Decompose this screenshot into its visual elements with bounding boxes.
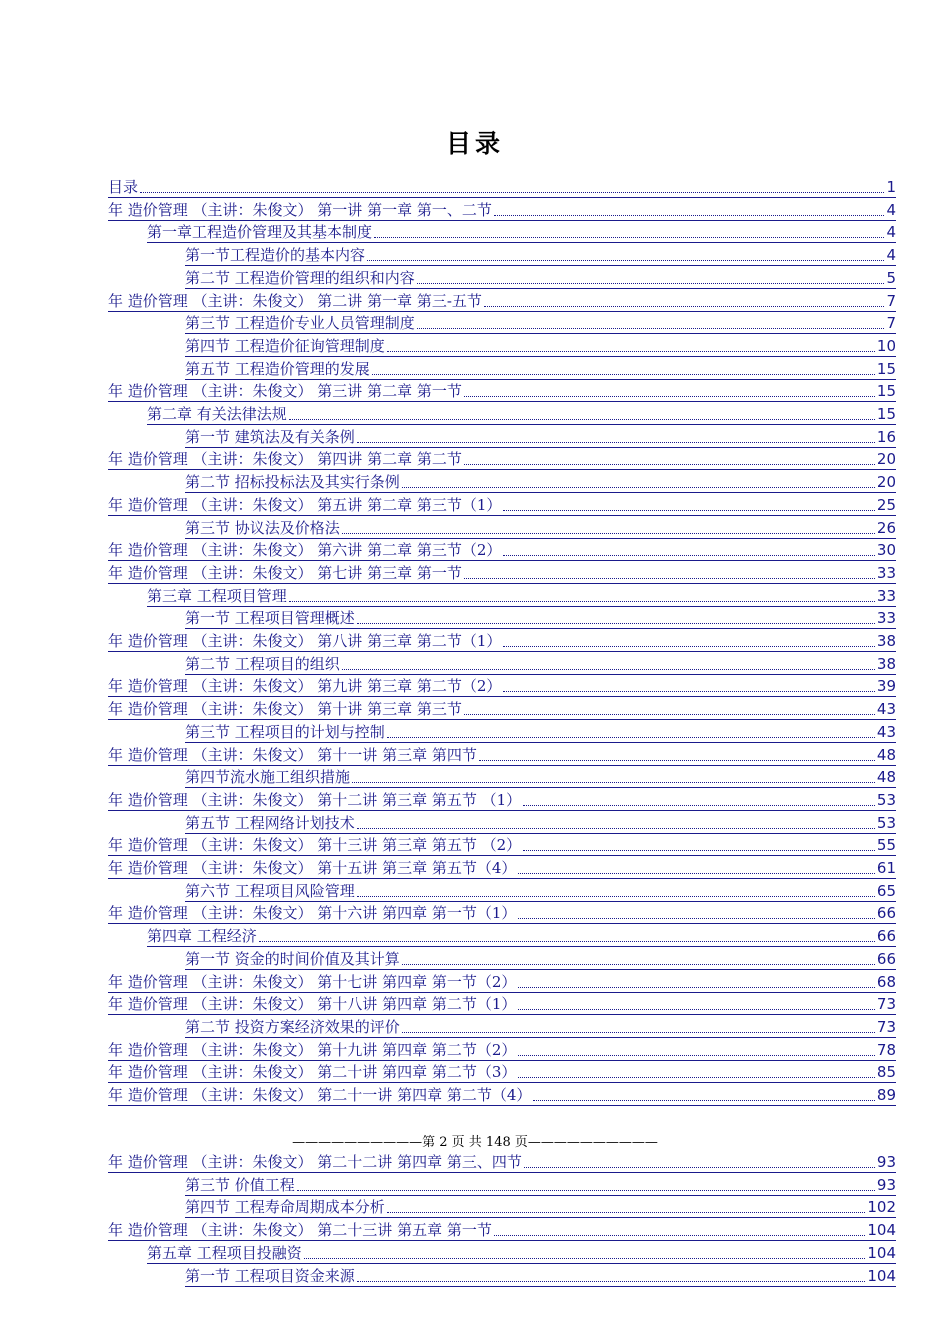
toc-leader-dots (503, 645, 875, 647)
toc-entry[interactable] (147, 1242, 896, 1264)
toc-leader-dots (494, 1234, 866, 1236)
toc-entry[interactable] (147, 585, 896, 607)
toc-page-number: 4 (886, 246, 896, 265)
toc-entry-text: 年 造价管理 （主讲：朱俊文） 第十七讲 第四章 第一节（2） (108, 972, 517, 991)
toc-entry-text: 年 造价管理 （主讲：朱俊文） 第七讲 第三章 第一节 (108, 563, 462, 582)
toc-leader-dots (402, 486, 875, 488)
toc-entry-text: 第四节流水施工组织措施 (185, 768, 351, 787)
toc-entry[interactable] (108, 993, 896, 1015)
toc-entry[interactable] (147, 925, 896, 947)
toc-entry-text: 年 造价管理 （主讲：朱俊文） 第十讲 第三章 第三节 (108, 700, 462, 719)
toc-page-number: 20 (876, 473, 896, 492)
toc-entry[interactable] (108, 176, 896, 198)
toc-entry[interactable] (185, 471, 896, 493)
toc-leader-dots (464, 463, 875, 465)
toc-entry-text: 年 造价管理 （主讲：朱俊文） 第一讲 第一章 第一、二节 (108, 200, 492, 219)
toc-leader-dots (479, 759, 875, 761)
toc-entry-text: 第六节 工程项目风险管理 (185, 881, 355, 900)
toc-leader-dots (374, 236, 884, 238)
toc-page-number: 102 (867, 1198, 896, 1217)
toc-entry-text: 第三节 工程项目的计划与控制 (185, 722, 385, 741)
toc-leader-dots (402, 963, 875, 965)
toc-page-number: 26 (876, 518, 896, 537)
toc-leader-dots (357, 1280, 866, 1282)
toc-leader-dots (357, 441, 875, 443)
toc-page-number: 104 (867, 1266, 896, 1285)
toc-leader-dots (518, 872, 875, 874)
toc-leader-dots (464, 577, 875, 579)
toc-entry[interactable] (108, 1039, 896, 1061)
toc-page-number: 33 (876, 563, 896, 582)
toc-entry-text: 第一节工程造价的基本内容 (185, 246, 366, 265)
toc-entry-text: 年 造价管理 （主讲：朱俊文） 第九讲 第三章 第二节（2） (108, 677, 502, 696)
toc-entry-text: 年 造价管理 （主讲：朱俊文） 第二十二讲 第四章 第三、四节 (108, 1153, 522, 1171)
toc-title: 目录 (445, 129, 504, 158)
toc-leader-dots (484, 305, 885, 307)
toc-page-number: 15 (876, 405, 896, 423)
toc-page-number: 104 (867, 1221, 896, 1240)
toc-entry-text: 年 造价管理 （主讲：朱俊文） 第五讲 第二章 第三节（1） (108, 495, 502, 514)
toc-entry[interactable] (185, 766, 896, 788)
toc-entry-text: 年 造价管理 （主讲：朱俊文） 第十六讲 第四章 第一节（1） (108, 904, 517, 923)
toc-entry[interactable] (108, 290, 896, 312)
toc-page-number: 43 (876, 700, 896, 719)
toc-page-number: 93 (876, 1175, 896, 1194)
toc-entry-text: 第三章 工程项目管理 (147, 586, 287, 605)
toc-entry[interactable] (185, 426, 896, 448)
toc-entry[interactable] (185, 1016, 896, 1038)
toc-leader-dots (342, 668, 875, 670)
toc-entry[interactable] (108, 1084, 896, 1106)
toc-entry[interactable] (108, 448, 896, 470)
toc-leader-dots (352, 781, 875, 783)
toc-leader-dots (417, 282, 885, 284)
toc-leader-dots (289, 418, 875, 420)
toc-page-number: 39 (876, 677, 896, 696)
toc-leader-dots (402, 1031, 875, 1033)
toc-entry-text: 第二节 招标投标法及其实行条例 (185, 473, 400, 492)
toc-leader-dots (518, 1054, 875, 1056)
toc-entry-text: 第五章 工程项目投融资 (147, 1243, 302, 1262)
toc-leader-dots (524, 1166, 875, 1168)
toc-entry-text: 年 造价管理 （主讲：朱俊文） 第三讲 第二章 第一节 (108, 382, 462, 401)
toc-leader-dots (372, 373, 875, 375)
toc-page-number: 48 (876, 745, 896, 764)
toc-entry[interactable] (108, 539, 896, 561)
toc-entry[interactable] (185, 948, 896, 970)
toc-entry[interactable] (185, 244, 896, 266)
toc-page-number: 16 (876, 427, 896, 446)
toc-page-number: 7 (886, 314, 896, 333)
toc-entry-text: 第一节 资金的时间价值及其计算 (185, 949, 400, 968)
toc-entry[interactable] (147, 221, 896, 243)
toc-leader-dots (387, 1211, 866, 1213)
toc-leader-dots (417, 327, 885, 329)
toc-entry-text: 第二节 投资方案经济效果的评价 (185, 1017, 400, 1036)
toc-leader-dots (523, 804, 875, 806)
toc-entry-text: 第一章工程造价管理及其基本制度 (147, 223, 373, 242)
toc-entry[interactable] (185, 1196, 896, 1218)
toc-entry[interactable] (185, 267, 896, 289)
toc-entry-text: 第三节 工程造价专业人员管理制度 (185, 314, 415, 333)
toc-leader-dots (297, 1189, 875, 1191)
toc-leader-dots (503, 690, 875, 692)
toc-entry[interactable] (185, 721, 896, 743)
toc-page-number: 66 (876, 949, 896, 968)
toc-entry[interactable] (108, 199, 896, 221)
toc-leader-dots (357, 622, 875, 624)
toc-entry-text: 第一节 工程项目资金来源 (185, 1266, 355, 1285)
toc-entry[interactable] (185, 312, 896, 334)
toc-entry-text: 第二章 有关法律法规 (147, 405, 287, 423)
toc-page-number: 5 (886, 268, 896, 287)
toc-page-number: 66 (876, 927, 896, 946)
toc-entry[interactable] (108, 1151, 896, 1173)
toc-entry-text: 目录 (108, 178, 139, 196)
toc-entry[interactable] (185, 335, 896, 357)
toc-entry-text: 年 造价管理 （主讲：朱俊文） 第十五讲 第三章 第五节（4） (108, 859, 517, 877)
toc-entry-text: 第四节 工程造价征询管理制度 (185, 336, 385, 355)
toc-leader-dots (304, 1257, 866, 1259)
toc-page-number: 20 (876, 450, 896, 469)
toc-page-number: 53 (876, 790, 896, 809)
toc-entry[interactable] (185, 653, 896, 675)
toc-page-number: 4 (886, 200, 896, 219)
toc-entry[interactable] (185, 880, 896, 902)
toc-entry-text: 第五节 工程造价管理的发展 (185, 359, 370, 378)
toc-page-number: 48 (876, 768, 896, 787)
toc-entry-text: 年 造价管理 （主讲：朱俊文） 第十一讲 第三章 第四节 (108, 745, 477, 764)
toc-page-number: 30 (876, 541, 896, 560)
toc-page-number: 1 (886, 178, 896, 196)
toc-entry[interactable] (108, 494, 896, 516)
toc-page-number: 15 (876, 359, 896, 378)
toc-entry[interactable] (147, 403, 896, 425)
toc-page-number: 33 (876, 586, 896, 605)
toc-leader-dots (464, 713, 875, 715)
toc-page-number: 38 (876, 632, 896, 650)
toc-entry[interactable] (108, 834, 896, 856)
toc-entry[interactable] (185, 358, 896, 380)
toc-leader-dots (342, 532, 875, 534)
toc-entry-text: 第二节 工程造价管理的组织和内容 (185, 268, 415, 287)
toc-entry-text: 第三节 协议法及价格法 (185, 518, 340, 537)
toc-entry[interactable] (108, 630, 896, 652)
toc-entry[interactable] (108, 902, 896, 924)
toc-entry[interactable] (108, 857, 896, 879)
toc-page-number: 85 (876, 1063, 896, 1082)
toc-page-number: 68 (876, 972, 896, 991)
toc-entry[interactable] (185, 812, 896, 834)
toc-leader-dots (140, 191, 884, 193)
toc-page-number: 33 (876, 609, 896, 628)
toc-entry[interactable] (185, 1174, 896, 1196)
toc-entry[interactable] (108, 675, 896, 697)
toc-page-number: 65 (876, 881, 896, 900)
toc-page-number: 104 (867, 1243, 896, 1262)
toc-page-number: 73 (876, 1017, 896, 1036)
toc-entry-text: 年 造价管理 （主讲：朱俊文） 第二十一讲 第四章 第二节（4） (108, 1086, 532, 1104)
toc-entry[interactable] (108, 789, 896, 811)
toc-leader-dots (494, 214, 885, 216)
toc-entry-text: 年 造价管理 （主讲：朱俊文） 第十九讲 第四章 第二节（2） (108, 1040, 517, 1059)
toc-page-number: 38 (876, 654, 896, 673)
toc-leader-dots (367, 259, 884, 261)
toc-entry-text: 第三节 价值工程 (185, 1175, 295, 1194)
toc-page-number: 7 (886, 291, 896, 310)
page-footer: ——————————第 2 页 共 148 页—————————— (292, 1135, 658, 1150)
toc-page-number: 78 (876, 1040, 896, 1059)
toc-entry[interactable] (185, 517, 896, 539)
toc-entry-text: 年 造价管理 （主讲：朱俊文） 第六讲 第二章 第三节（2） (108, 541, 502, 560)
toc-entry-text: 第一节 建筑法及有关条例 (185, 427, 355, 446)
toc-page-number: 15 (876, 382, 896, 401)
toc-entry-text: 年 造价管理 （主讲：朱俊文） 第四讲 第二章 第二节 (108, 450, 462, 469)
toc-entry-text: 年 造价管理 （主讲：朱俊文） 第二讲 第一章 第三-五节 (108, 291, 482, 310)
toc-page-number: 25 (876, 495, 896, 514)
toc-page-number: 61 (876, 859, 896, 877)
toc-page-number: 73 (876, 995, 896, 1014)
toc-leader-dots (518, 1008, 875, 1010)
toc-entry[interactable] (108, 562, 896, 584)
toc-entry-text: 年 造价管理 （主讲：朱俊文） 第十二讲 第三章 第五节 （1） (108, 790, 522, 809)
toc-page-number: 89 (876, 1086, 896, 1104)
toc-leader-dots (503, 554, 875, 556)
toc-entry-text: 年 造价管理 （主讲：朱俊文） 第十三讲 第三章 第五节 （2） (108, 836, 522, 855)
toc-entry[interactable] (108, 971, 896, 993)
toc-entry-text: 年 造价管理 （主讲：朱俊文） 第二十三讲 第五章 第一节 (108, 1221, 492, 1240)
toc-leader-dots (533, 1099, 875, 1101)
toc-leader-dots (387, 736, 875, 738)
toc-page-number: 53 (876, 813, 896, 832)
toc-entry[interactable] (185, 1265, 896, 1287)
toc-leader-dots (259, 940, 875, 942)
toc-entry[interactable] (108, 1061, 896, 1083)
toc-leader-dots (357, 895, 875, 897)
toc-leader-dots (518, 917, 875, 919)
toc-leader-dots (523, 849, 875, 851)
toc-leader-dots (357, 827, 875, 829)
toc-entry-text: 第五节 工程网络计划技术 (185, 813, 355, 832)
toc-entry-text: 第一节 工程项目管理概述 (185, 609, 355, 628)
toc-leader-dots (387, 350, 875, 352)
toc-entry-text: 第四章 工程经济 (147, 927, 257, 946)
toc-entry[interactable] (108, 744, 896, 766)
toc-leader-dots (503, 509, 875, 511)
toc-entry[interactable] (108, 1219, 896, 1241)
toc-entry-text: 年 造价管理 （主讲：朱俊文） 第八讲 第三章 第二节（1） (108, 632, 502, 650)
toc-entry-text: 第四节 工程寿命周期成本分析 (185, 1198, 385, 1217)
toc-entry[interactable] (108, 698, 896, 720)
toc-page-number: 55 (876, 836, 896, 855)
toc-page-number: 93 (876, 1153, 896, 1171)
toc-page-number: 43 (876, 722, 896, 741)
toc-leader-dots (289, 600, 875, 602)
toc-page-number: 10 (876, 336, 896, 355)
toc-page-number: 4 (886, 223, 896, 242)
toc-leader-dots (518, 986, 875, 988)
toc-entry-text: 年 造价管理 （主讲：朱俊文） 第十八讲 第四章 第二节（1） (108, 995, 517, 1014)
toc-entry[interactable] (108, 380, 896, 402)
toc-leader-dots (518, 1076, 875, 1078)
toc-leader-dots (464, 395, 875, 397)
toc-entry-text: 第二节 工程项目的组织 (185, 654, 340, 673)
toc-entry[interactable] (185, 607, 896, 629)
toc-page-number: 66 (876, 904, 896, 923)
toc-entry-text: 年 造价管理 （主讲：朱俊文） 第二十讲 第四章 第二节（3） (108, 1063, 517, 1082)
